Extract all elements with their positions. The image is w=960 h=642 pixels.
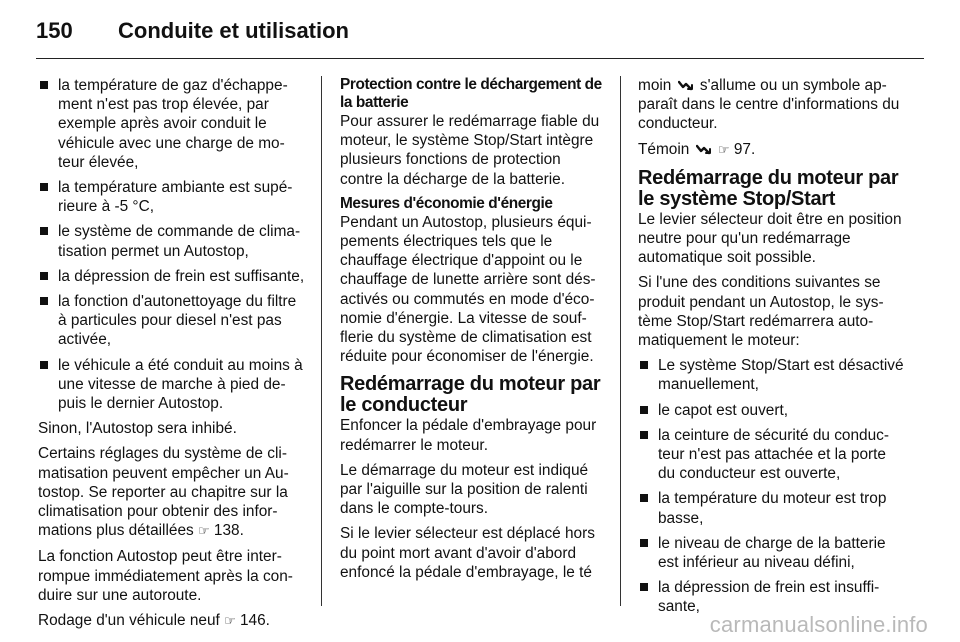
subheading: Mesures d'économie d'énergie (340, 194, 553, 212)
bullet-square-icon (40, 272, 48, 280)
page-number: 150 (36, 18, 73, 43)
header-divider (36, 58, 924, 59)
page-ref-link[interactable]: 138. (213, 522, 244, 540)
paragraph: moin s'allume ou un symbole apparaît dans le centre d'informations du conducteur. (638, 77, 900, 133)
page-ref-link[interactable]: 146. (240, 612, 270, 630)
list-item: Le système Stop/Start est désactivé manuellement, (638, 356, 906, 394)
bullet-square-icon (40, 81, 48, 89)
bullet-square-icon (40, 183, 48, 191)
subheading: Protection contre le déchargement de la batterie (340, 76, 602, 111)
restart-condition-list (638, 356, 906, 616)
section-heading: Redémarrage du moteur par le conducteur (340, 373, 601, 417)
list-item: la ceinture de sécurité du conducteur n'est pas attachée et la porte du conducteur est ouverte, (638, 426, 906, 484)
list-item: la température ambiante est supérieure à -5 °C, (38, 178, 306, 216)
paragraph: Le démarrage du moteur est indiqué par l'aiguille sur la position de ralenti dans le compte-tours. (340, 461, 589, 518)
bullet-square-icon (640, 406, 648, 414)
paragraph: Le levier sélecteur doit être en position neutre pour qu'un redémarrage automatique soit possible. (638, 210, 902, 267)
bullet-square-icon (640, 361, 648, 369)
bullet-square-icon (640, 431, 648, 439)
page-ref-icon: ☞ (197, 524, 210, 540)
paragraph: Témoin ☞ 97. (638, 140, 756, 158)
bullet-square-icon (640, 539, 648, 547)
paragraph: Sinon, l'Autostop sera inhibé. (38, 420, 237, 438)
watermark: carmanualsonline.info (709, 612, 928, 637)
list-item: la dépression de frein est suffisante, (38, 267, 306, 286)
bullet-square-icon (40, 297, 48, 305)
bullet-square-icon (640, 583, 648, 591)
page-ref-link[interactable]: 97. (733, 140, 756, 158)
list-item: la température du moteur est trop basse, (638, 489, 906, 527)
section-heading: Redémarrage du moteur par le système Stop/Start (638, 166, 899, 210)
autostop-indicator-icon (696, 143, 712, 155)
bullet-square-icon (40, 227, 48, 235)
condition-list (38, 76, 306, 413)
paragraph: Pendant un Autostop, plusieurs équipements électriques tels que le chauffage électrique d'appoint ou le chauffage de lunette arrière sont désactivés ou commutés en mode d'économie d'énergie. La vitesse de soufflerie du système de climatisation est réduite pour économiser de l'énergie. (340, 213, 596, 366)
page-ref-icon: ☞ (717, 142, 730, 158)
list-item: le véhicule a été conduit au moins à une vitesse de marche à pied depuis le dernier Autostop. (38, 356, 306, 414)
paragraph: Rodage d'un véhicule neuf ☞ 146. (38, 612, 270, 630)
paragraph: Si l'une des conditions suivantes se produit pendant un Autostop, le système Stop/Start redémarrera automatiquement le moteur: (638, 274, 884, 350)
column-1 (38, 76, 306, 637)
column-3 (638, 76, 906, 623)
list-item: la fonction d'autonettoyage du filtre à particules pour diesel n'est pas activée, (38, 292, 306, 350)
paragraph: Pour assurer le redémarrage fiable du moteur, le système Stop/Start intègre plusieurs fonctions de protection contre la décharge de la batterie. (340, 113, 600, 188)
page-header (36, 14, 349, 48)
column-divider-2 (620, 76, 621, 606)
paragraph: Si le levier sélecteur est déplacé hors du point mort avant d'avoir d'abord enfoncé la pédale d'embrayage, le té (340, 525, 595, 581)
list-item: le système de commande de climatisation permet un Autostop, (38, 222, 306, 260)
paragraph: La fonction Autostop peut être interrompue immédiatement après la conduire sur une autoroute. (38, 548, 293, 604)
page-ref-icon: ☞ (224, 614, 236, 630)
autostop-indicator-icon (678, 79, 694, 91)
column-divider-1 (321, 76, 322, 606)
section-title: Conduite et utilisation (118, 18, 349, 43)
column-2 (340, 76, 606, 588)
bullet-square-icon (640, 494, 648, 502)
paragraph: Enfoncer la pédale d'embrayage pour redémarrer le moteur. (340, 417, 597, 454)
list-item: la température de gaz d'échappement n'est pas trop élevée, par exemple après avoir conduit le véhicule avec une charge de moteur élevée, (38, 76, 306, 172)
paragraph: Certains réglages du système de climatisation peuvent empêcher un Autostop. Se reporter au chapitre sur la climatisation pour obtenir des informations plus détaillées ☞ 138. (38, 445, 289, 540)
bullet-square-icon (40, 361, 48, 369)
list-item: le niveau de charge de la batterie est inférieur au niveau défini, (638, 534, 906, 572)
list-item: le capot est ouvert, (638, 401, 906, 420)
list-item: la dépression de frein est insuffisante, (638, 578, 906, 616)
